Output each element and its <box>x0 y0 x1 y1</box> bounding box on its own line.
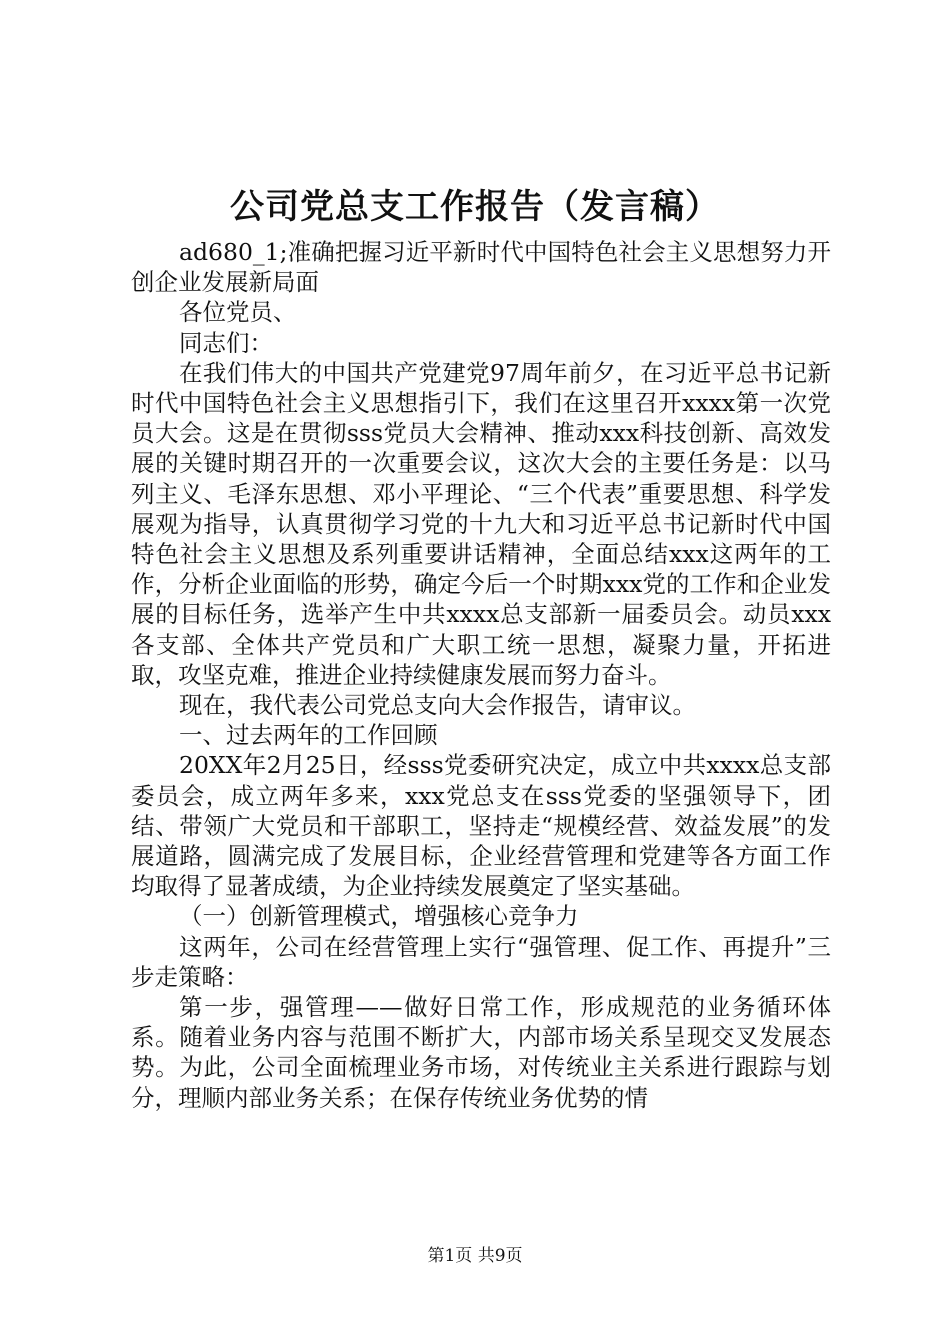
paragraph-salutation-comrades: 同志们： <box>179 328 273 357</box>
subsection-heading-management: （一）创新管理模式，增强核心竞争力 <box>179 902 579 931</box>
page-footer: 第1页 共9页 <box>427 1246 523 1266</box>
paragraph-subtitle: ad680_1;准确把握习近平新时代中国特色社会主义思想努力开创企业发展新局面 <box>131 238 831 297</box>
paragraph-review: 20XX年2月25日，经sss党委研究决定，成立中共xxxx总支部委员会，成立两年多来，xxx党总支在sss党委的坚强领导下，团结、带领广大党员和干部职工，坚持走“规模经营、效益发展”的发展道路，圆满完成了发展目标，企业经营管理和党建等各方面工作均取得了显著成绩，为企业持续发展奠定了坚实基础。 <box>131 751 831 901</box>
paragraph-step-one: 第一步，强管理——做好日常工作，形成规范的业务循环体系。随着业务内容与范围不断扩大，内部市场关系呈现交叉发展态势。为此，公司全面梳理业务市场，对传统业主关系进行跟踪与划分，理顺内部业务关系；在保存传统业务优势的情 <box>131 993 831 1112</box>
document-body <box>131 237 831 1113</box>
paragraph-introduction: 在我们伟大的中国共产党建党97周年前夕，在习近平总书记新时代中国特色社会主义思想指引下，我们在这里召开xxxx第一次党员大会。这是在贯彻sss党员大会精神、推动xxx科技创新、高效发展的关键时期召开的一次重要会议，这次大会的主要任务是：以马列主义、毛泽东思想、邓小平理论、“三个代表”重要思想、科学发展观为指导，认真贯彻学习党的十九大和习近平总书记新时代中国特色社会主义思想及系列重要讲话精神，全面总结xxx这两年的工作，分析企业面临的形势，确定今后一个时期xxx党的工作和企业发展的目标任务，选举产生中共xxxx总支部新一届委员会。动员xxx各支部、全体共产党员和广大职工统一思想，凝聚力量，开拓进取，攻坚克难，推进企业持续健康发展而努力奋斗。 <box>131 358 831 689</box>
document-title: 公司党总支工作报告（发言稿） <box>230 187 720 227</box>
section-heading-review: 一、过去两年的工作回顾 <box>179 721 438 750</box>
paragraph-report-statement: 现在，我代表公司党总支向大会作报告，请审议。 <box>179 691 696 720</box>
paragraph-salutation-members: 各位党员、 <box>179 298 297 327</box>
paragraph-strategy: 这两年，公司在经营管理上实行“强管理、促工作、再提升”三步走策略： <box>131 932 831 991</box>
